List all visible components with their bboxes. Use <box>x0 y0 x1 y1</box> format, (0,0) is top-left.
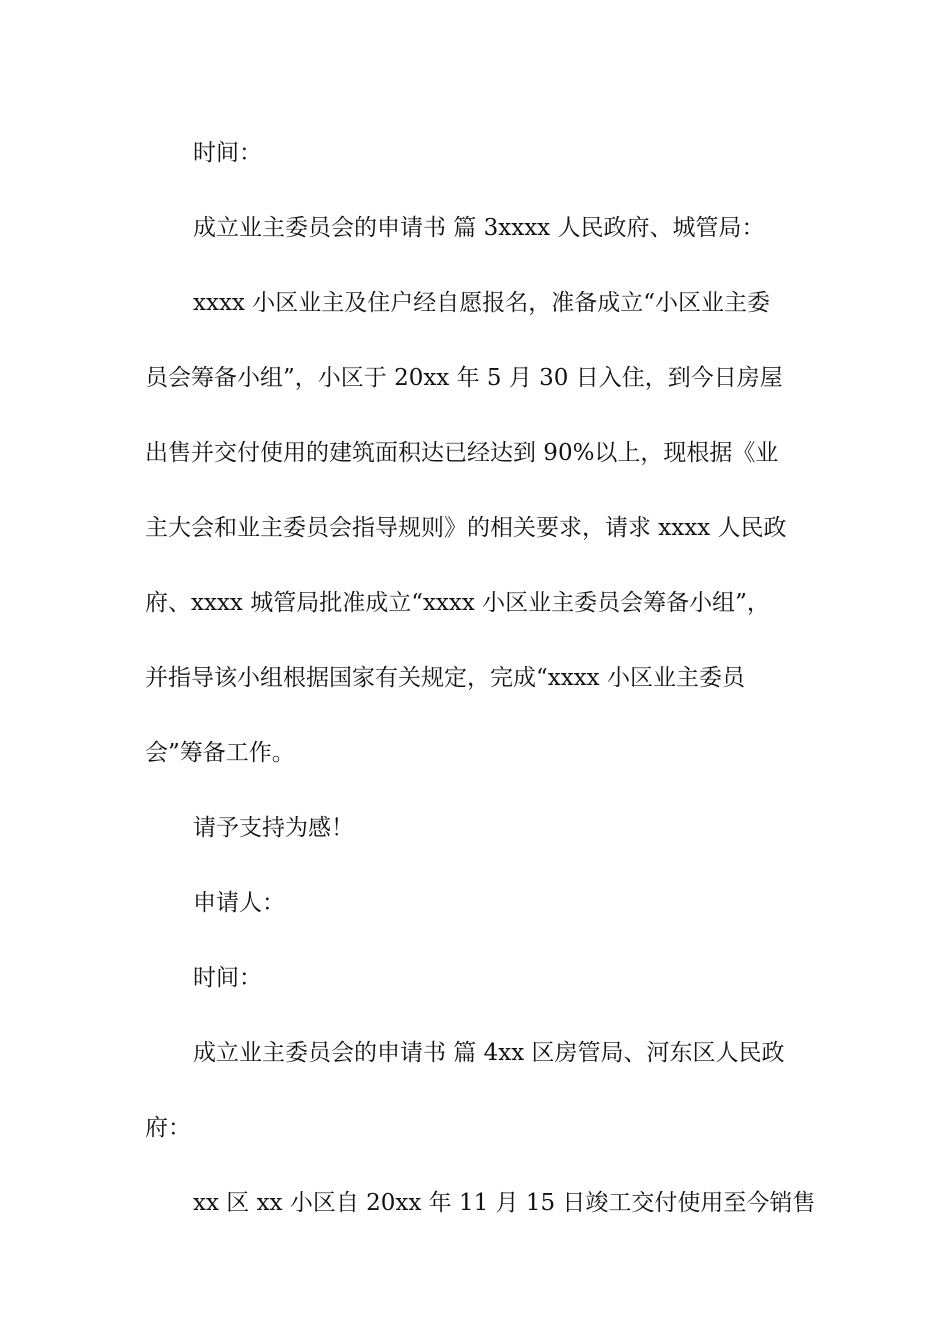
application-4-heading-cont: 府： <box>145 1115 191 1141</box>
body-line-2: 员会筹备小组”，小区于 20xx 年 5 月 30 日入住，到今日房屋 <box>145 365 783 391</box>
body-line-8: xx 区 xx 小区自 20xx 年 11 月 15 日竣工交付使用至今销售 <box>193 1190 816 1216</box>
time-label-1: 时间： <box>193 140 262 166</box>
application-3-heading: 成立业主委员会的申请书 篇 3xxxx 人民政府、城管局： <box>193 215 765 241</box>
application-4-heading: 成立业主委员会的申请书 篇 4xx 区房管局、河东区人民政 <box>193 1040 785 1066</box>
time-label-2: 时间： <box>193 965 262 991</box>
body-line-5: 府、xxxx 城管局批准成立“xxxx 小区业主委员会筹备小组”， <box>145 590 770 616</box>
body-line-1: xxxx 小区业主及住户经自愿报名，准备成立“小区业主委 <box>193 290 770 316</box>
applicant-label: 申请人： <box>193 890 285 916</box>
closing-line: 请予支持为感！ <box>193 815 354 841</box>
body-line-3: 出售并交付使用的建筑面积达已经达到 90%以上，现根据《业 <box>145 440 779 466</box>
body-line-7: 会”筹备工作。 <box>145 740 295 766</box>
body-line-4: 主大会和业主委员会指导规则》的相关要求，请求 xxxx 人民政 <box>145 515 787 541</box>
body-line-6: 并指导该小组根据国家有关规定，完成“xxxx 小区业主委员 <box>145 665 745 691</box>
